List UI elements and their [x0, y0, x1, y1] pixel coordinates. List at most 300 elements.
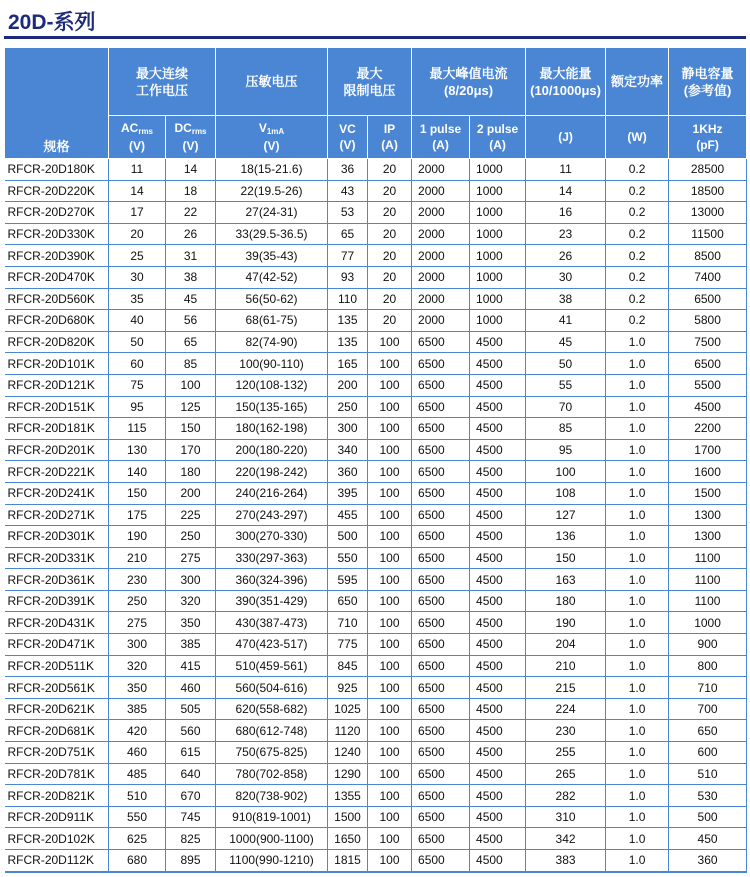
cell-varistor-voltage: 270(243-297) [216, 504, 328, 526]
cell-vc: 925 [328, 677, 368, 699]
subheader-dc: $DC_{rms}$ (V) [166, 116, 216, 159]
table-row [5, 310, 747, 332]
cell-ac-voltage: 350 [109, 677, 166, 699]
cell-pulse-2: 4500 [470, 482, 526, 504]
cell-pulse-1: 6500 [412, 482, 470, 504]
cell-vc: 1240 [328, 742, 368, 764]
table-row [5, 655, 747, 677]
cell-ip: 100 [368, 569, 412, 591]
cell-energy: 14 [526, 180, 606, 202]
cell-ip: 100 [368, 418, 412, 440]
cell-pulse-1: 6500 [412, 418, 470, 440]
cell-ip: 20 [368, 266, 412, 288]
cell-energy: 180 [526, 590, 606, 612]
cell-varistor-voltage: 470(423-517) [216, 634, 328, 656]
cell-model: RFCR-20D270K [5, 202, 109, 224]
cell-capacitance: 650 [669, 720, 747, 742]
cell-pulse-2: 4500 [470, 461, 526, 483]
cell-pulse-2: 4500 [470, 612, 526, 634]
cell-model: RFCR-20D391K [5, 590, 109, 612]
cell-energy: 45 [526, 331, 606, 353]
cell-ac-voltage: 485 [109, 763, 166, 785]
cell-energy: 85 [526, 418, 606, 440]
cell-pulse-2: 4500 [470, 720, 526, 742]
cell-ip: 100 [368, 806, 412, 828]
cell-dc-voltage: 26 [166, 223, 216, 245]
cell-power: 1.0 [606, 634, 669, 656]
cell-capacitance: 1500 [669, 482, 747, 504]
cell-energy: 136 [526, 526, 606, 548]
cell-pulse-1: 6500 [412, 331, 470, 353]
cell-power: 1.0 [606, 590, 669, 612]
cell-vc: 200 [328, 374, 368, 396]
cell-pulse-2: 4500 [470, 418, 526, 440]
cell-varistor-voltage: 100(90-110) [216, 353, 328, 375]
cell-dc-voltage: 31 [166, 245, 216, 267]
table-row [5, 180, 747, 202]
cell-pulse-1: 6500 [412, 634, 470, 656]
cell-varistor-voltage: 240(216-264) [216, 482, 328, 504]
cell-pulse-2: 4500 [470, 742, 526, 764]
cell-ac-voltage: 680 [109, 850, 166, 872]
table-row [5, 331, 747, 353]
cell-dc-voltage: 615 [166, 742, 216, 764]
subheader-v1ma: $V_{1mA}$ (V) [216, 116, 328, 159]
cell-ip: 20 [368, 202, 412, 224]
table-row [5, 461, 747, 483]
cell-varistor-voltage: 560(504-616) [216, 677, 328, 699]
cell-pulse-2: 4500 [470, 655, 526, 677]
cell-energy: 50 [526, 353, 606, 375]
cell-vc: 710 [328, 612, 368, 634]
cell-capacitance: 710 [669, 677, 747, 699]
cell-ac-voltage: 175 [109, 504, 166, 526]
cell-ip: 100 [368, 612, 412, 634]
cell-capacitance: 1600 [669, 461, 747, 483]
cell-dc-voltage: 85 [166, 353, 216, 375]
cell-power: 1.0 [606, 482, 669, 504]
cell-energy: 383 [526, 850, 606, 872]
table-row [5, 547, 747, 569]
cell-model: RFCR-20D241K [5, 482, 109, 504]
cell-capacitance: 500 [669, 806, 747, 828]
table-row [5, 504, 747, 526]
cell-energy: 255 [526, 742, 606, 764]
cell-dc-voltage: 125 [166, 396, 216, 418]
cell-power: 0.2 [606, 180, 669, 202]
cell-ac-voltage: 25 [109, 245, 166, 267]
cell-pulse-2: 1000 [470, 288, 526, 310]
cell-ac-voltage: 20 [109, 223, 166, 245]
cell-vc: 77 [328, 245, 368, 267]
cell-power: 1.0 [606, 547, 669, 569]
subheader-ac: $AC_{rms}$ (V) [109, 116, 166, 159]
cell-power: 1.0 [606, 763, 669, 785]
cell-power: 1.0 [606, 569, 669, 591]
cell-ip: 100 [368, 331, 412, 353]
cell-ac-voltage: 550 [109, 806, 166, 828]
cell-model: RFCR-20D390K [5, 245, 109, 267]
cell-pulse-1: 6500 [412, 828, 470, 850]
cell-pulse-2: 4500 [470, 763, 526, 785]
cell-capacitance: 5800 [669, 310, 747, 332]
cell-varistor-voltage: 27(24-31) [216, 202, 328, 224]
cell-vc: 135 [328, 331, 368, 353]
table-row [5, 353, 747, 375]
subheader-capacitance: 1KHz (pF) [669, 116, 747, 159]
table-row [5, 806, 747, 828]
cell-ac-voltage: 420 [109, 720, 166, 742]
cell-vc: 36 [328, 159, 368, 181]
cell-dc-voltage: 170 [166, 439, 216, 461]
cell-energy: 210 [526, 655, 606, 677]
cell-vc: 845 [328, 655, 368, 677]
cell-model: RFCR-20D511K [5, 655, 109, 677]
cell-ip: 100 [368, 353, 412, 375]
cell-pulse-1: 6500 [412, 785, 470, 807]
cell-ac-voltage: 75 [109, 374, 166, 396]
cell-ac-voltage: 60 [109, 353, 166, 375]
cell-vc: 165 [328, 353, 368, 375]
cell-model: RFCR-20D221K [5, 461, 109, 483]
cell-pulse-2: 4500 [470, 526, 526, 548]
table-row [5, 374, 747, 396]
cell-energy: 310 [526, 806, 606, 828]
cell-vc: 1815 [328, 850, 368, 872]
cell-energy: 230 [526, 720, 606, 742]
cell-model: RFCR-20D181K [5, 418, 109, 440]
cell-dc-voltage: 745 [166, 806, 216, 828]
cell-varistor-voltage: 56(50-62) [216, 288, 328, 310]
cell-model: RFCR-20D751K [5, 742, 109, 764]
cell-energy: 11 [526, 159, 606, 181]
cell-power: 1.0 [606, 439, 669, 461]
cell-energy: 100 [526, 461, 606, 483]
cell-dc-voltage: 45 [166, 288, 216, 310]
table-row [5, 223, 747, 245]
cell-capacitance: 450 [669, 828, 747, 850]
cell-pulse-2: 4500 [470, 806, 526, 828]
cell-vc: 650 [328, 590, 368, 612]
cell-ip: 100 [368, 785, 412, 807]
cell-capacitance: 7500 [669, 331, 747, 353]
table-row [5, 634, 747, 656]
cell-energy: 215 [526, 677, 606, 699]
cell-power: 1.0 [606, 785, 669, 807]
subheader-2-pulse: 2 pulse (A) [470, 116, 526, 159]
cell-varistor-voltage: 620(558-682) [216, 698, 328, 720]
cell-model: RFCR-20D560K [5, 288, 109, 310]
cell-dc-voltage: 640 [166, 763, 216, 785]
cell-pulse-2: 4500 [470, 569, 526, 591]
cell-ip: 100 [368, 547, 412, 569]
cell-dc-voltage: 385 [166, 634, 216, 656]
cell-pulse-1: 6500 [412, 806, 470, 828]
cell-model: RFCR-20D681K [5, 720, 109, 742]
cell-power: 0.2 [606, 223, 669, 245]
cell-ip: 100 [368, 439, 412, 461]
cell-model: RFCR-20D180K [5, 159, 109, 181]
cell-power: 1.0 [606, 698, 669, 720]
cell-ip: 100 [368, 461, 412, 483]
cell-vc: 395 [328, 482, 368, 504]
cell-ac-voltage: 385 [109, 698, 166, 720]
cell-capacitance: 1100 [669, 590, 747, 612]
cell-capacitance: 28500 [669, 159, 747, 181]
cell-model: RFCR-20D201K [5, 439, 109, 461]
cell-pulse-1: 6500 [412, 655, 470, 677]
cell-ac-voltage: 50 [109, 331, 166, 353]
header-varistor-voltage: 压敏电压 [216, 48, 328, 116]
cell-model: RFCR-20D271K [5, 504, 109, 526]
cell-power: 1.0 [606, 806, 669, 828]
cell-energy: 127 [526, 504, 606, 526]
table-row [5, 569, 747, 591]
cell-ac-voltage: 230 [109, 569, 166, 591]
cell-power: 1.0 [606, 353, 669, 375]
cell-ip: 20 [368, 310, 412, 332]
cell-varistor-voltage: 300(270-330) [216, 526, 328, 548]
subheader-energy-unit: (J) [526, 116, 606, 159]
cell-vc: 360 [328, 461, 368, 483]
cell-ip: 100 [368, 634, 412, 656]
cell-capacitance: 900 [669, 634, 747, 656]
cell-pulse-1: 6500 [412, 461, 470, 483]
cell-dc-voltage: 560 [166, 720, 216, 742]
cell-ip: 100 [368, 720, 412, 742]
cell-pulse-1: 6500 [412, 677, 470, 699]
cell-model: RFCR-20D621K [5, 698, 109, 720]
cell-energy: 108 [526, 482, 606, 504]
page-title: 20D-系列 [8, 11, 96, 34]
cell-power: 0.2 [606, 266, 669, 288]
cell-capacitance: 510 [669, 763, 747, 785]
cell-capacitance: 18500 [669, 180, 747, 202]
cell-vc: 110 [328, 288, 368, 310]
cell-pulse-1: 6500 [412, 590, 470, 612]
cell-pulse-2: 4500 [470, 374, 526, 396]
cell-pulse-1: 2000 [412, 159, 470, 181]
cell-pulse-2: 4500 [470, 331, 526, 353]
cell-vc: 250 [328, 396, 368, 418]
cell-ip: 20 [368, 245, 412, 267]
cell-pulse-2: 1000 [470, 310, 526, 332]
cell-ip: 100 [368, 526, 412, 548]
cell-dc-voltage: 460 [166, 677, 216, 699]
cell-pulse-2: 1000 [470, 245, 526, 267]
cell-varistor-voltage: 39(35-43) [216, 245, 328, 267]
cell-varistor-voltage: 820(738-902) [216, 785, 328, 807]
cell-varistor-voltage: 200(180-220) [216, 439, 328, 461]
table-row [5, 785, 747, 807]
cell-capacitance: 1300 [669, 526, 747, 548]
cell-varistor-voltage: 150(135-165) [216, 396, 328, 418]
cell-ip: 100 [368, 590, 412, 612]
cell-model: RFCR-20D301K [5, 526, 109, 548]
cell-ac-voltage: 250 [109, 590, 166, 612]
cell-ip: 100 [368, 677, 412, 699]
cell-dc-voltage: 895 [166, 850, 216, 872]
cell-pulse-1: 2000 [412, 310, 470, 332]
cell-power: 1.0 [606, 828, 669, 850]
cell-dc-voltage: 18 [166, 180, 216, 202]
cell-capacitance: 700 [669, 698, 747, 720]
cell-model: RFCR-20D331K [5, 547, 109, 569]
cell-dc-voltage: 225 [166, 504, 216, 526]
cell-capacitance: 8500 [669, 245, 747, 267]
cell-dc-voltage: 825 [166, 828, 216, 850]
cell-dc-voltage: 100 [166, 374, 216, 396]
cell-pulse-1: 6500 [412, 763, 470, 785]
cell-vc: 135 [328, 310, 368, 332]
cell-power: 0.2 [606, 159, 669, 181]
cell-capacitance: 1700 [669, 439, 747, 461]
cell-vc: 1290 [328, 763, 368, 785]
cell-varistor-voltage: 430(387-473) [216, 612, 328, 634]
cell-vc: 93 [328, 266, 368, 288]
cell-capacitance: 1100 [669, 569, 747, 591]
cell-pulse-1: 6500 [412, 742, 470, 764]
cell-vc: 1355 [328, 785, 368, 807]
cell-dc-voltage: 38 [166, 266, 216, 288]
cell-ac-voltage: 17 [109, 202, 166, 224]
table-row [5, 526, 747, 548]
cell-ac-voltage: 150 [109, 482, 166, 504]
cell-power: 1.0 [606, 461, 669, 483]
cell-varistor-voltage: 68(61-75) [216, 310, 328, 332]
cell-dc-voltage: 250 [166, 526, 216, 548]
cell-pulse-2: 4500 [470, 504, 526, 526]
cell-dc-voltage: 65 [166, 331, 216, 353]
cell-pulse-1: 6500 [412, 850, 470, 872]
table-row [5, 202, 747, 224]
cell-ac-voltage: 14 [109, 180, 166, 202]
cell-pulse-2: 4500 [470, 634, 526, 656]
cell-power: 1.0 [606, 655, 669, 677]
cell-pulse-1: 6500 [412, 547, 470, 569]
table-row [5, 828, 747, 850]
cell-ip: 100 [368, 655, 412, 677]
cell-dc-voltage: 150 [166, 418, 216, 440]
cell-model: RFCR-20D470K [5, 266, 109, 288]
cell-pulse-1: 6500 [412, 612, 470, 634]
cell-pulse-1: 2000 [412, 288, 470, 310]
cell-ip: 100 [368, 504, 412, 526]
table-row [5, 439, 747, 461]
cell-power: 1.0 [606, 742, 669, 764]
subheader-ip: IP (A) [368, 116, 412, 159]
table-row [5, 288, 747, 310]
cell-varistor-voltage: 910(819-1001) [216, 806, 328, 828]
cell-pulse-2: 4500 [470, 785, 526, 807]
cell-vc: 455 [328, 504, 368, 526]
cell-dc-voltage: 56 [166, 310, 216, 332]
cell-power: 1.0 [606, 418, 669, 440]
cell-ip: 100 [368, 763, 412, 785]
cell-dc-voltage: 180 [166, 461, 216, 483]
cell-ac-voltage: 30 [109, 266, 166, 288]
cell-pulse-2: 4500 [470, 590, 526, 612]
cell-model: RFCR-20D151K [5, 396, 109, 418]
cell-model: RFCR-20D561K [5, 677, 109, 699]
header-spec: 规格 [5, 48, 109, 159]
cell-ip: 20 [368, 180, 412, 202]
cell-ip: 100 [368, 698, 412, 720]
cell-power: 1.0 [606, 396, 669, 418]
cell-energy: 30 [526, 266, 606, 288]
cell-pulse-1: 6500 [412, 396, 470, 418]
cell-pulse-2: 4500 [470, 547, 526, 569]
cell-energy: 41 [526, 310, 606, 332]
cell-pulse-1: 6500 [412, 569, 470, 591]
cell-varistor-voltage: 680(612-748) [216, 720, 328, 742]
cell-varistor-voltage: 22(19.5-26) [216, 180, 328, 202]
cell-ac-voltage: 95 [109, 396, 166, 418]
cell-varistor-voltage: 1000(900-1100) [216, 828, 328, 850]
cell-vc: 1500 [328, 806, 368, 828]
cell-dc-voltage: 320 [166, 590, 216, 612]
cell-capacitance: 7400 [669, 266, 747, 288]
cell-pulse-2: 4500 [470, 353, 526, 375]
cell-ac-voltage: 190 [109, 526, 166, 548]
cell-vc: 550 [328, 547, 368, 569]
cell-model: RFCR-20D102K [5, 828, 109, 850]
cell-pulse-1: 6500 [412, 439, 470, 461]
cell-dc-voltage: 670 [166, 785, 216, 807]
cell-vc: 53 [328, 202, 368, 224]
cell-ac-voltage: 510 [109, 785, 166, 807]
table-row [5, 698, 747, 720]
cell-dc-voltage: 275 [166, 547, 216, 569]
cell-energy: 95 [526, 439, 606, 461]
cell-vc: 340 [328, 439, 368, 461]
cell-capacitance: 6500 [669, 353, 747, 375]
cell-model: RFCR-20D471K [5, 634, 109, 656]
cell-pulse-2: 1000 [470, 266, 526, 288]
cell-vc: 300 [328, 418, 368, 440]
cell-model: RFCR-20D220K [5, 180, 109, 202]
cell-energy: 342 [526, 828, 606, 850]
cell-dc-voltage: 505 [166, 698, 216, 720]
cell-model: RFCR-20D781K [5, 763, 109, 785]
cell-power: 1.0 [606, 526, 669, 548]
cell-ip: 100 [368, 850, 412, 872]
cell-pulse-2: 4500 [470, 828, 526, 850]
cell-pulse-2: 1000 [470, 202, 526, 224]
cell-varistor-voltage: 18(15-21.6) [216, 159, 328, 181]
cell-dc-voltage: 415 [166, 655, 216, 677]
cell-capacitance: 1000 [669, 612, 747, 634]
cell-ip: 100 [368, 482, 412, 504]
cell-energy: 70 [526, 396, 606, 418]
cell-capacitance: 6500 [669, 288, 747, 310]
cell-pulse-2: 4500 [470, 677, 526, 699]
cell-energy: 204 [526, 634, 606, 656]
cell-pulse-2: 1000 [470, 180, 526, 202]
table-row [5, 266, 747, 288]
cell-pulse-2: 4500 [470, 850, 526, 872]
subheader-vc: VC (V) [328, 116, 368, 159]
cell-model: RFCR-20D431K [5, 612, 109, 634]
subheader-1-pulse: 1 pulse (A) [412, 116, 470, 159]
cell-pulse-1: 2000 [412, 266, 470, 288]
cell-dc-voltage: 14 [166, 159, 216, 181]
cell-model: RFCR-20D112K [5, 850, 109, 872]
cell-capacitance: 530 [669, 785, 747, 807]
spec-table [4, 47, 747, 873]
table-row [5, 590, 747, 612]
cell-varistor-voltage: 33(29.5-36.5) [216, 223, 328, 245]
